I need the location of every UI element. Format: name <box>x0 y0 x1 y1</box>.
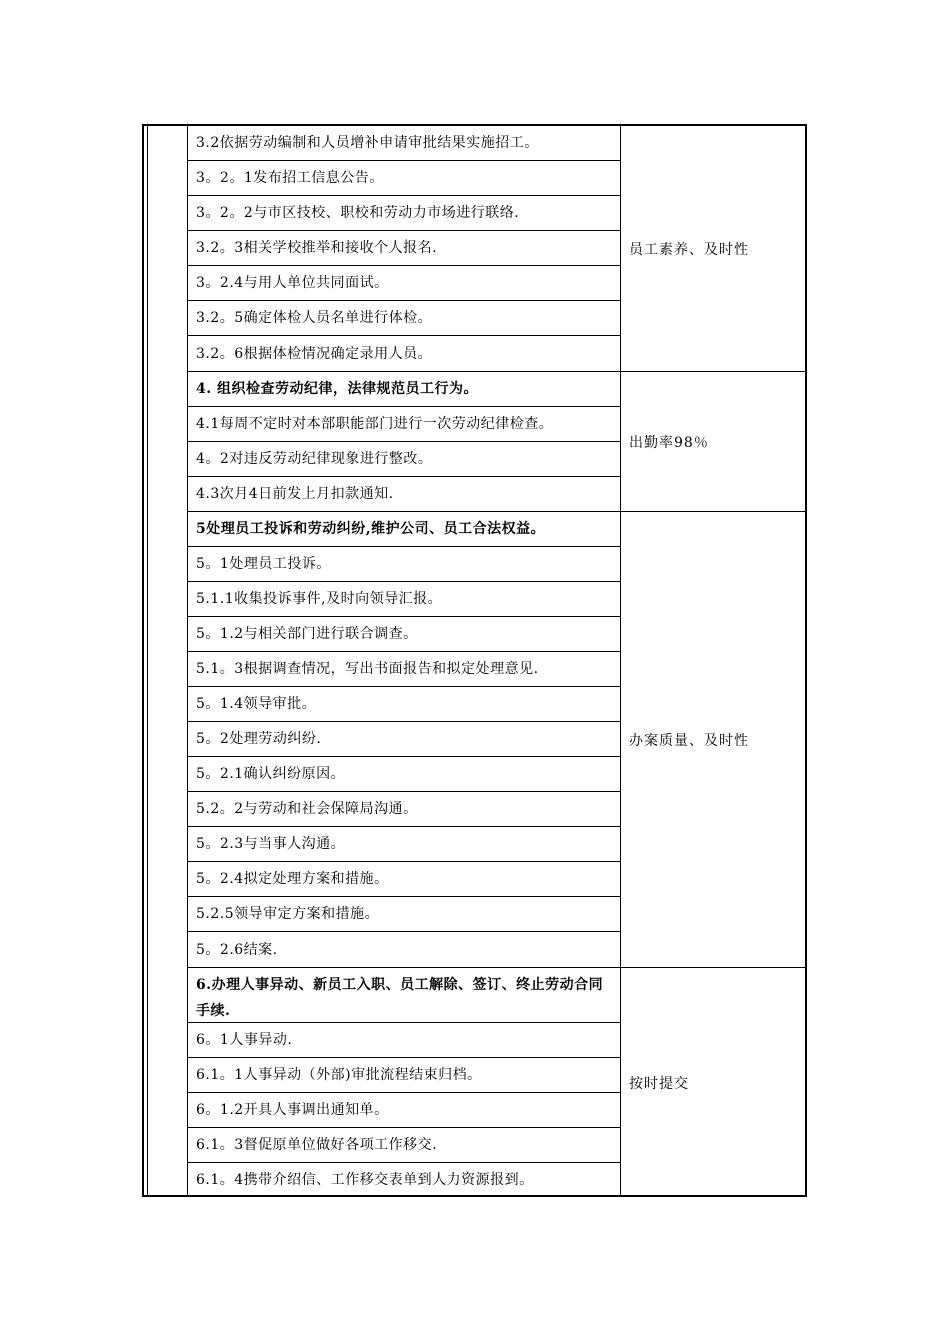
section-heading-4: 4. 组织检查劳动纪律，法律规范员工行为。 <box>188 372 620 407</box>
table-row: 5。2.3与当事人沟通。 <box>188 827 620 862</box>
table-row: 6.1。1人事异动（外部)审批流程结束归档。 <box>188 1058 620 1093</box>
table-row: 3。2。1发布招工信息公告。 <box>188 161 620 196</box>
table-row: 5.2。2与劳动和社会保障局沟通。 <box>188 792 620 827</box>
criteria-cell: 出勤率98％ <box>621 372 805 512</box>
table-row: 6.1。3督促原单位做好各项工作移交. <box>188 1128 620 1163</box>
table-row: 5。1.4领导审批。 <box>188 687 620 722</box>
table-row: 5。2处理劳动纠纷. <box>188 722 620 757</box>
table-row: 5.2.5领导审定方案和措施。 <box>188 897 620 932</box>
table-row: 5。1.2与相关部门进行联合调查。 <box>188 617 620 652</box>
table-row: 5.1。3根据调查情况，写出书面报告和拟定处理意见. <box>188 652 620 687</box>
table-row: 5。1处理员工投诉。 <box>188 547 620 582</box>
table-row: 3。2。2与市区技校、职校和劳动力市场进行联络. <box>188 196 620 231</box>
index-column <box>144 126 188 1195</box>
table-row: 5。2.6结案. <box>188 932 620 968</box>
table-row: 5。2.1确认纠纷原因。 <box>188 757 620 792</box>
table-row: 3.2。6根据体检情况确定录用人员。 <box>188 336 620 372</box>
section-heading-6: 6.办理人事异动、新员工入职、员工解除、签订、终止劳动合同手续. <box>188 968 620 1023</box>
criteria-cell: 办案质量、及时性 <box>621 512 805 968</box>
table-row: 6。1人事异动. <box>188 1023 620 1058</box>
criteria-cell: 按时提交 <box>629 1075 689 1092</box>
table-row: 5.1.1收集投诉事件,及时向领导汇报。 <box>188 582 620 617</box>
table-row: 5。2.4拟定处理方案和措施。 <box>188 862 620 897</box>
table-row: 4.3次月4日前发上月扣款通知. <box>188 477 620 512</box>
task-table <box>142 124 807 1197</box>
table-row: 4.1每周不定时对本部职能部门进行一次劳动纪律检查。 <box>188 407 620 442</box>
table-row: 3.2依据劳动编制和人员增补申请审批结果实施招工。 <box>188 126 620 161</box>
table-row: 3。2.4与用人单位共同面试。 <box>188 266 620 301</box>
table-row: 6.1。4携带介绍信、工作移交表单到人力资源报到。 <box>196 1172 534 1188</box>
table-row: 4。2对违反劳动纪律现象进行整改。 <box>188 442 620 477</box>
table-row: 3.2。3相关学校推举和接收个人报名. <box>188 231 620 266</box>
criteria-cell: 员工素养、及时性 <box>621 126 805 372</box>
criteria-column <box>621 126 805 1195</box>
section-heading-5: 5处理员工投诉和劳动纠纷,维护公司、员工合法权益。 <box>188 512 620 547</box>
table-row: 6。1.2开具人事调出通知单。 <box>188 1093 620 1128</box>
task-column <box>188 126 621 1195</box>
table-row: 3.2。5确定体检人员名单进行体检。 <box>188 301 620 336</box>
